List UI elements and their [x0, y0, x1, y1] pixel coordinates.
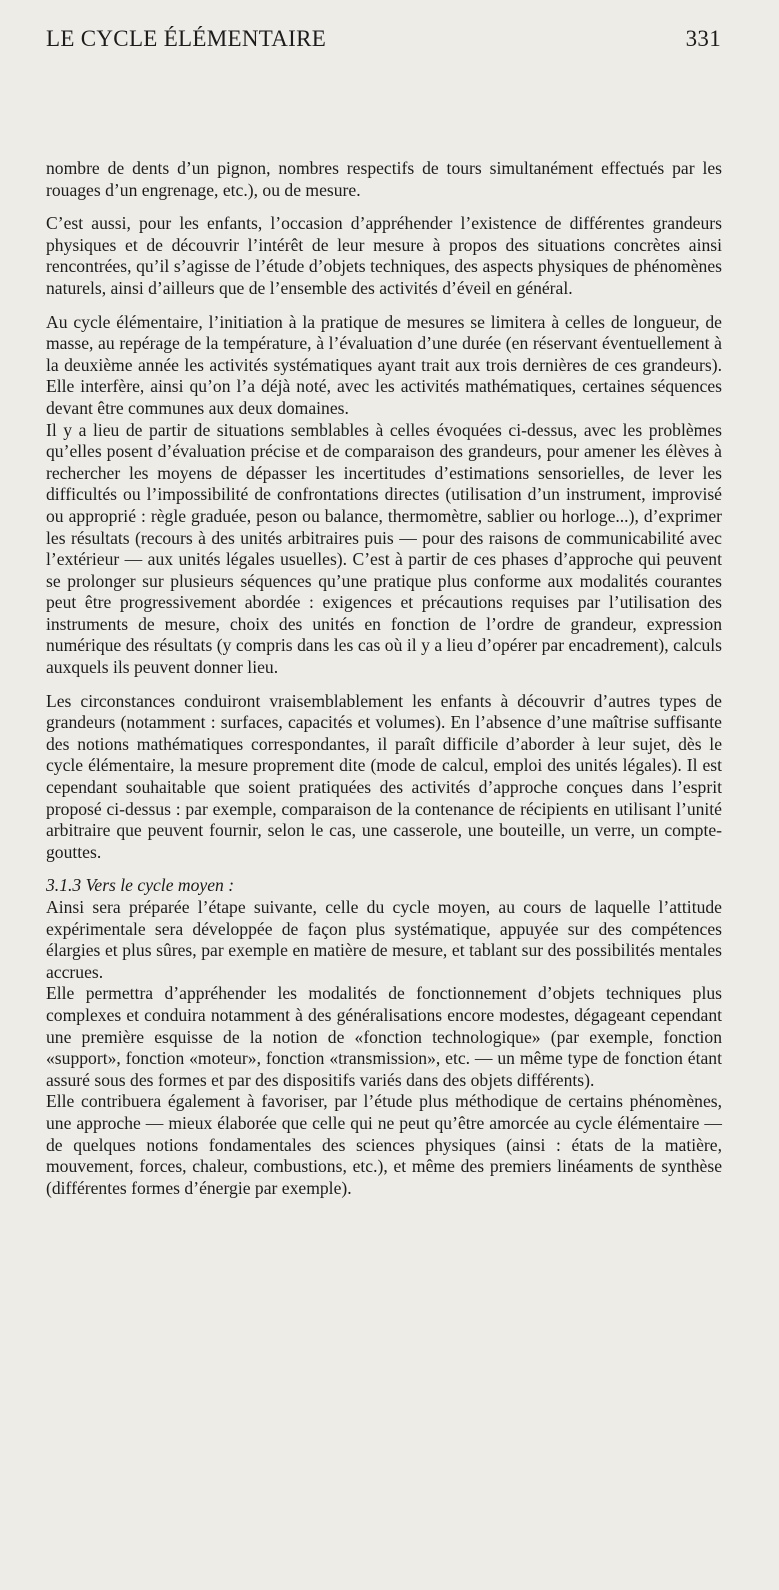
- body-text: [46, 158, 722, 1199]
- paragraph-2: C’est aussi, pour les enfants, l’occasion d’appréhender l’existence de différentes grandeurs physiques et de découvrir l’intérêt de leur mesure à propos des situations concrètes ainsi rencontrées, qu’il s’agisse de l’étude d’objets techniques, des aspects physiques de phénomènes naturels, ainsi d’ailleurs que de l’ensemble des activités d’éveil en général.: [46, 213, 722, 298]
- section-paragraph-1: Ainsi sera préparée l’étape suivante, celle du cycle moyen, au cours de laquelle l’attitude expérimentale sera développée de façon plus systématique, appuyée sur des compétences élargies et plus sûres, par exemple en matière de mesure, et tablant sur des possibilités mentales accrues.: [46, 897, 722, 982]
- paragraph-1: nombre de dents d’un pignon, nombres respectifs de tours simultanément effectués par les rouages d’un engrenage, etc.), ou de mesure.: [46, 158, 722, 200]
- section-paragraph-3: Elle contribuera également à favoriser, par l’étude plus méthodique de certains phénomènes, une approche — mieux élaborée que celle qui ne peut qu’être amorcée au cycle élémentaire — de quelques notions fondamentales des sciences physiques (ainsi : états de la matière, mouvement, forces, chaleur, combustions, etc.), et même des premiers linéaments de synthèse (différentes formes d’énergie par exemple).: [46, 1091, 722, 1198]
- section-heading: 3.1.3 Vers le cycle moyen :: [46, 875, 235, 896]
- page-number: 331: [685, 26, 721, 51]
- running-header: [46, 26, 721, 52]
- paragraph-4: Il y a lieu de partir de situations semblables à celles évoquées ci-dessus, avec les problèmes qu’elles posent d’évaluation précise et de comparaison des grandeurs, pour amener les élèves à rechercher les moyens de dépasser les incertitudes d’estimations sensorielles, de lever les difficultés ou l’impossibilité de confrontations directes (utilisation d’un instrument, improvisé ou approprié : règle graduée, peson ou balance, thermomètre, sablier ou horloge...), d’exprimer les résultats (recours à des unités arbitraires puis — pour des raisons de communicabilité avec l’extérieur — aux unités légales usuelles). C’est à partir de ces phases d’approche qui peuvent se prolonger sur plusieurs séquences qu’une pratique plus conforme aux modalités courantes peut être progressivement abordée : exigences et précautions requises par l’utilisation des instruments de mesure, choix des unités en fonction de l’ordre de grandeur, expression numérique des résultats (y compris dans les cas où il y a lieu d’opérer par encadrement), calculs auxquels ils peuvent donner lieu.: [46, 419, 722, 678]
- paragraph-3: Au cycle élémentaire, l’initiation à la pratique de mesures se limitera à celles de longueur, de masse, au repérage de la température, à l’évaluation d’une durée (en réservant éventuellement à la deuxième année les activités systématiques ayant trait aux trois dernières de ces grandeurs). Elle interfère, ainsi qu’on l’a déjà noté, avec les activités mathématiques, certaines séquences devant être communes aux deux domaines.: [46, 311, 722, 418]
- section-paragraph-2: Elle permettra d’appréhender les modalités de fonctionnement d’objets techniques plus complexes et conduira notamment à des généralisations encore modestes, dégageant cependant une première esquisse de la notion de «fonction technologique» (par exemple, fonction «support», fonction «moteur», fonction «transmission», etc. — un même type de fonction étant assuré sous des formes et par des dispositifs variés dans des objets différents).: [46, 983, 722, 1090]
- chapter-title: LE CYCLE ÉLÉMENTAIRE: [46, 26, 327, 51]
- paragraph-5: Les circonstances conduiront vraisemblablement les enfants à découvrir d’autres types de grandeurs (notamment : surfaces, capacités et volumes). En l’absence d’une maîtrise suffisante des notions mathématiques correspondantes, il paraît difficile d’aborder à leur sujet, dès le cycle élémentaire, la mesure proprement dite (mode de calcul, emploi des unités légales). Il est cependant souhaitable que soient pratiquées des activités d’approche conçues dans l’esprit proposé ci-dessus : par exemple, comparaison de la contenance de récipients en utilisant l’unité arbitraire que peuvent fournir, selon le cas, une casserole, une bouteille, un verre, un compte-gouttes.: [46, 690, 722, 862]
